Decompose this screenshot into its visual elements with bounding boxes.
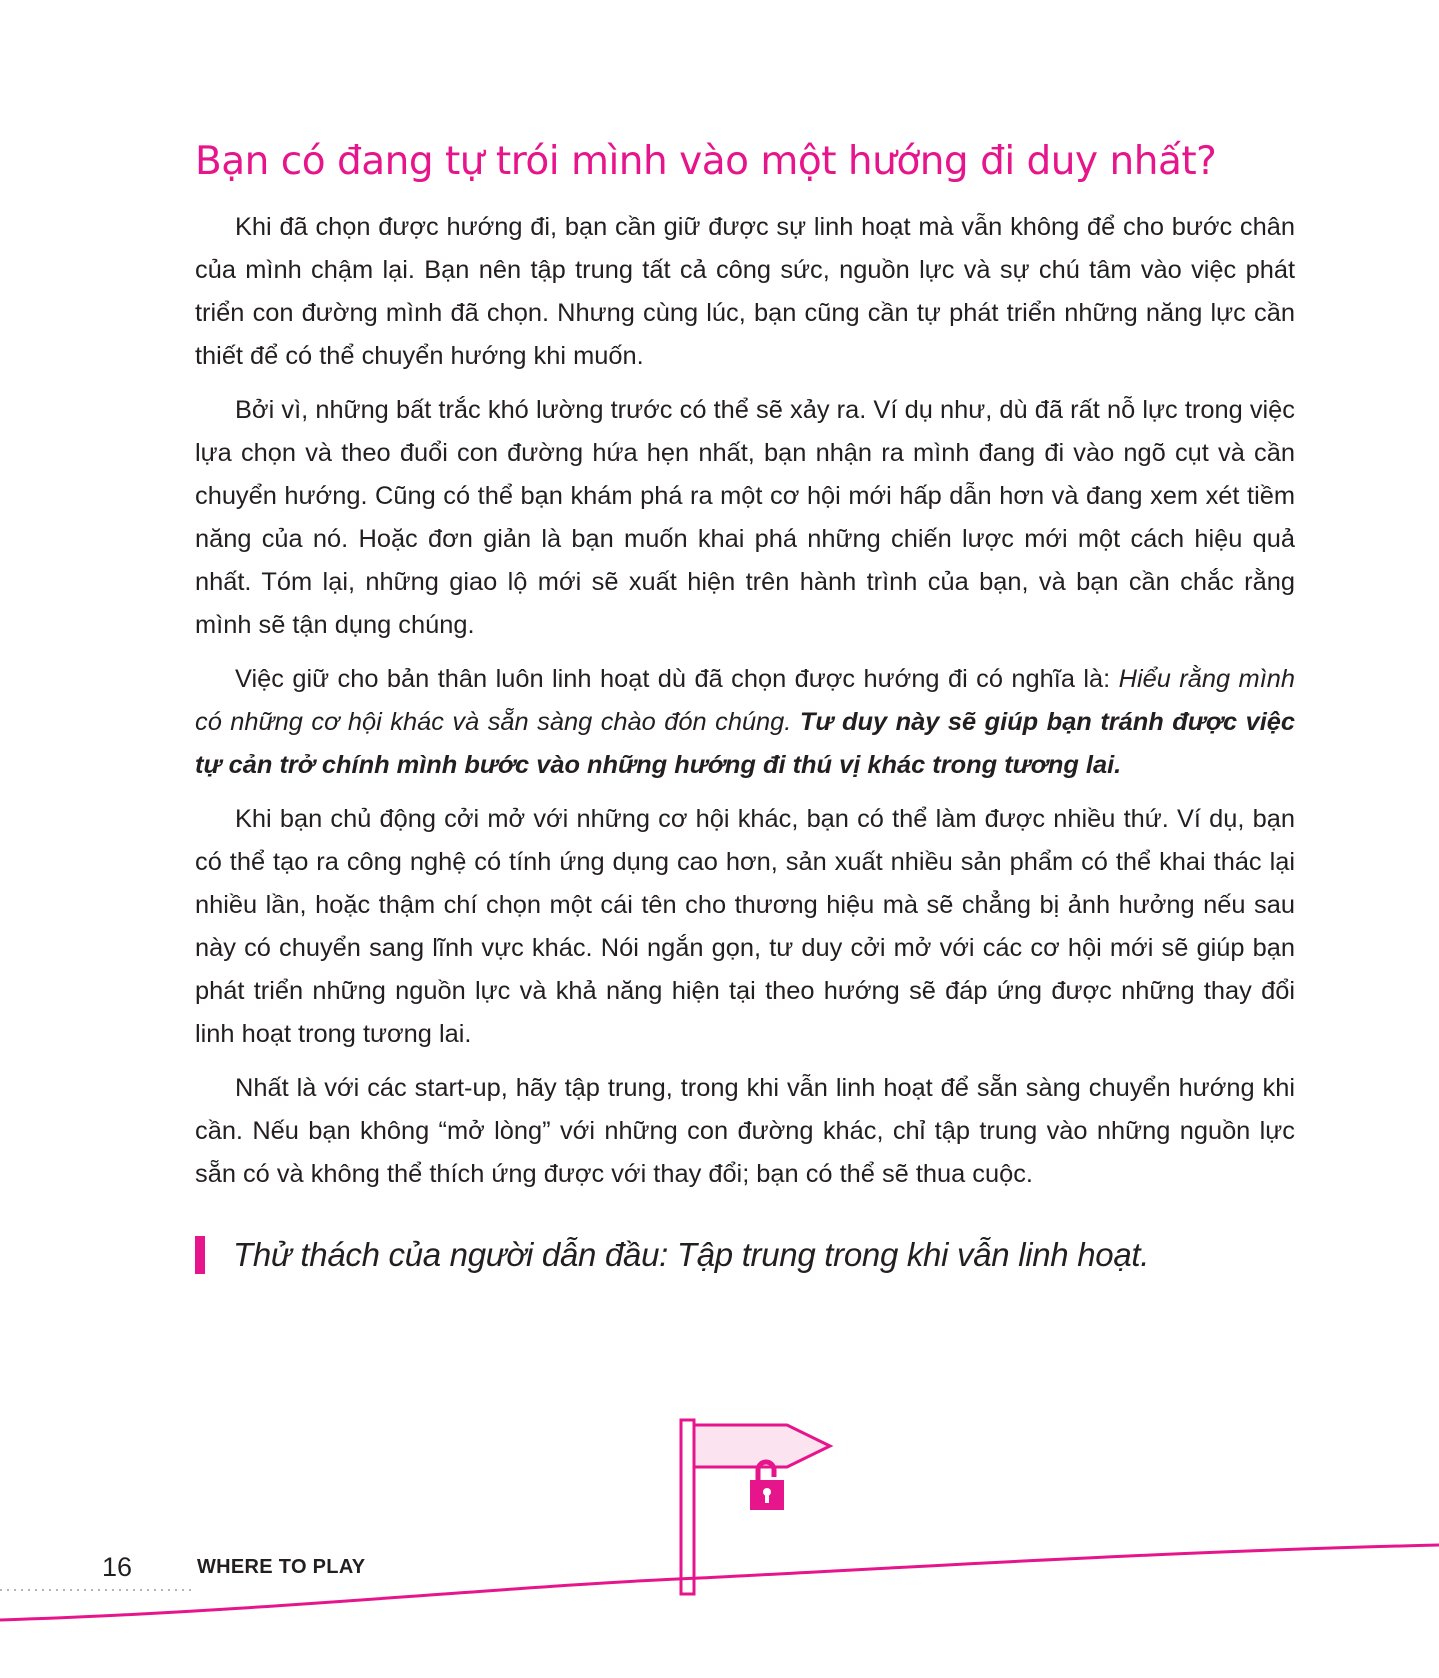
paragraph-3-italic: Hiểu rằng mình có những cơ hội khác và sẵn sàng chào đón chúng. <box>195 665 1296 736</box>
lock-icon <box>750 1462 784 1510</box>
callout-text: Thử thách của người dẫn đầu: Tập trung trong khi vẫn linh hoạt. <box>233 1236 1150 1273</box>
paragraph-3 <box>195 658 1295 787</box>
paragraph-1: Khi đã chọn được hướng đi, bạn cần giữ được sự linh hoạt mà vẫn không để cho bước chân của mình chậm lại. Bạn nên tập trung tất cả công sức, nguồn lực và sự chú tâm vào việc phát triển con đường mình đã chọn. Nhưng cùng lúc, bạn cũng cần tự phát triển những năng lực cần thiết để có thể chuyển hướng khi muốn. <box>195 213 1295 370</box>
callout <box>195 1232 1149 1278</box>
page-title: Bạn có đang tự trói mình vào một hướng đi duy nhất? <box>195 139 1217 184</box>
paragraph-2: Bởi vì, những bất trắc khó lường trước có thể sẽ xảy ra. Ví dụ như, dù đã rất nỗ lực trong việc lựa chọn và theo đuổi con đường hứa hẹn nhất, bạn nhận ra mình đang đi vào ngõ cụt và cần chuyển hướng. Cũng có thể bạn khám phá ra một cơ hội mới hấp dẫn hơn và đang xem xét tiềm năng của nó. Hoặc đơn giản là bạn muốn khai phá những chiến lược mới một cách hiệu quả nhất. Tóm lại, những giao lộ mới sẽ xuất hiện trên hành trình của bạn, và bạn cần chắc rằng mình sẽ tận dụng chúng. <box>195 396 1295 639</box>
callout-bar <box>195 1236 205 1274</box>
paragraph-4: Khi bạn chủ động cởi mở với những cơ hội khác, bạn có thể làm được nhiều thứ. Ví dụ, bạn có thể tạo ra công nghệ có tính ứng dụng cao hơn, sản xuất nhiều sản phẩm có thể khai thác lại nhiều lần, hoặc thậm chí chọn một cái tên cho thương hiệu mà sẽ chẳng bị ảnh hưởng nếu sau này có chuyển sang lĩnh vực khác. Nói ngắn gọn, tư duy cởi mở với các cơ hội mới sẽ giúp bạn phát triển những nguồn lực và khả năng hiện tại theo hướng sẽ đáp ứng được những thay đổi linh hoạt trong tương lai. <box>195 805 1295 1048</box>
paragraph-5: Nhất là với các start-up, hãy tập trung, trong khi vẫn linh hoạt để sẵn sàng chuyển hướng khi cần. Nếu bạn không “mở lòng” với những con đường khác, chỉ tập trung vào những nguồn lực sẵn có và không thể thích ứng được với thay đổi; bạn có thể sẽ thua cuộc. <box>195 1074 1295 1188</box>
paragraph-3-start: Việc giữ cho bản thân luôn linh hoạt dù đã chọn được hướng đi có nghĩa là: <box>235 665 1119 693</box>
running-head: WHERE TO PLAY <box>197 1556 366 1578</box>
body-text <box>195 206 1295 1207</box>
paragraph-3-bold: Tư duy này sẽ giúp bạn tránh được việc tự cản trở chính mình bước vào những hướng đi thú vị khác trong tương lai. <box>195 708 1295 779</box>
flag-icon <box>681 1420 830 1594</box>
page-number: 16 <box>102 1552 133 1582</box>
